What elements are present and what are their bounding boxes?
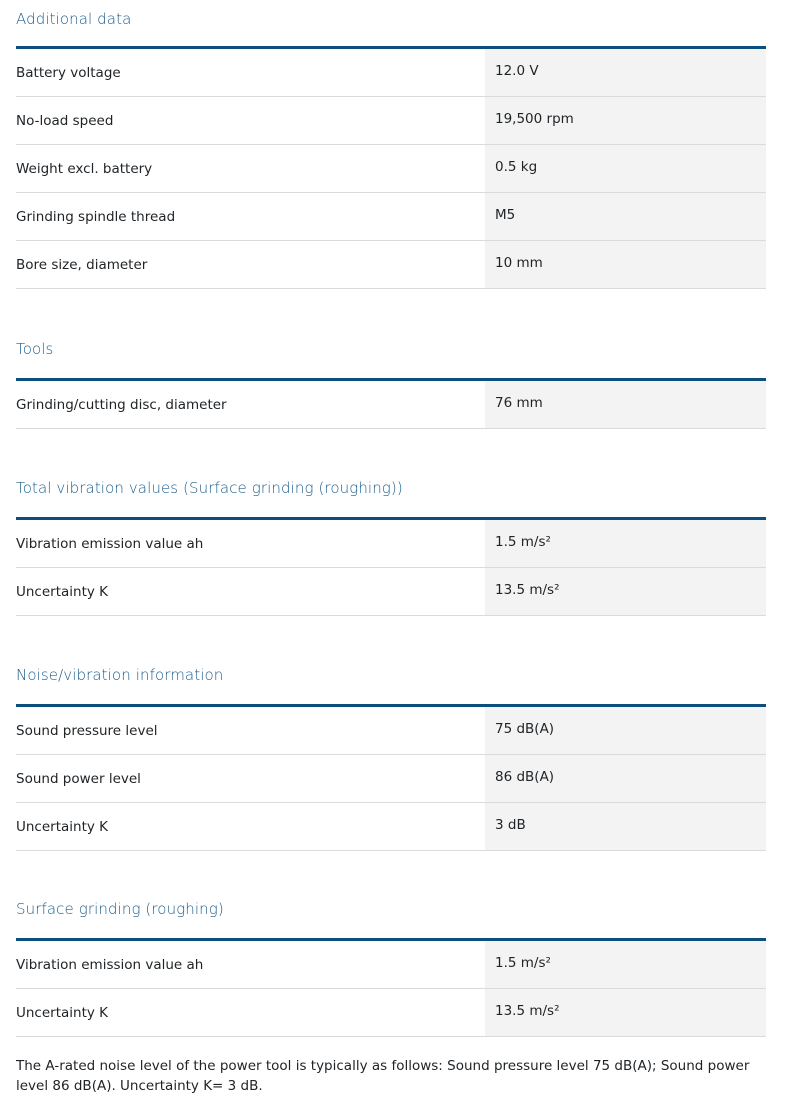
table-row [16, 381, 766, 429]
row-label: Weight excl. battery [16, 161, 153, 177]
row-value: 10 mm [495, 255, 543, 271]
row-label: Grinding spindle thread [16, 209, 176, 225]
row-label: Uncertainty K [16, 819, 109, 835]
value-cell [485, 568, 766, 615]
row-label: Uncertainty K [16, 1005, 109, 1021]
table-row [16, 97, 766, 145]
row-value: 86 dB(A) [495, 769, 555, 785]
row-value: 1.5 m/s² [495, 955, 551, 971]
value-cell [485, 145, 766, 192]
row-label: No-load speed [16, 113, 114, 129]
table-row [16, 989, 766, 1037]
table-row [16, 803, 766, 851]
value-cell [485, 803, 766, 850]
row-value: 76 mm [495, 395, 543, 411]
table-row [16, 755, 766, 803]
value-cell [485, 193, 766, 240]
row-value: M5 [495, 207, 516, 223]
noise-footnote: The A-rated noise level of the power tool is typically as follows: Sound pressure level 75 dB(A); Sound power level 86 dB(A). Uncertainty K= 3 dB. [16, 1058, 750, 1094]
table-row [16, 941, 766, 989]
row-value: 13.5 m/s² [495, 1003, 560, 1019]
section-title: Total vibration values (Surface grinding (roughing)) [16, 479, 403, 497]
row-value: 75 dB(A) [495, 721, 555, 737]
row-value: 13.5 m/s² [495, 582, 560, 598]
spec-table [16, 517, 766, 616]
value-cell [485, 241, 766, 288]
row-label: Sound power level [16, 771, 141, 787]
row-value: 0.5 kg [495, 159, 538, 175]
value-cell [485, 941, 766, 988]
value-cell [485, 755, 766, 802]
section-title: Additional data [16, 10, 132, 28]
spec-table [16, 46, 766, 289]
row-value: 1.5 m/s² [495, 534, 551, 550]
table-row [16, 145, 766, 193]
section-title: Tools [16, 340, 54, 358]
row-label: Vibration emission value ah [16, 957, 204, 973]
table-row [16, 707, 766, 755]
value-cell [485, 49, 766, 96]
row-label: Uncertainty K [16, 584, 109, 600]
table-row [16, 520, 766, 568]
table-row [16, 241, 766, 289]
table-row [16, 568, 766, 616]
row-label: Sound pressure level [16, 723, 158, 739]
row-label: Battery voltage [16, 65, 121, 81]
row-label: Bore size, diameter [16, 257, 148, 273]
value-cell [485, 989, 766, 1036]
section-title: Surface grinding (roughing) [16, 900, 224, 918]
row-label: Vibration emission value ah [16, 536, 204, 552]
table-row [16, 49, 766, 97]
spec-table [16, 938, 766, 1037]
section-title: Noise/vibration information [16, 666, 224, 684]
row-label: Grinding/cutting disc, diameter [16, 397, 227, 413]
spec-table [16, 378, 766, 429]
row-value: 19,500 rpm [495, 111, 574, 127]
value-cell [485, 707, 766, 754]
row-value: 12.0 V [495, 63, 539, 79]
row-value: 3 dB [495, 817, 526, 833]
value-cell [485, 97, 766, 144]
value-cell [485, 381, 766, 428]
spec-table [16, 704, 766, 851]
value-cell [485, 520, 766, 567]
table-row [16, 193, 766, 241]
